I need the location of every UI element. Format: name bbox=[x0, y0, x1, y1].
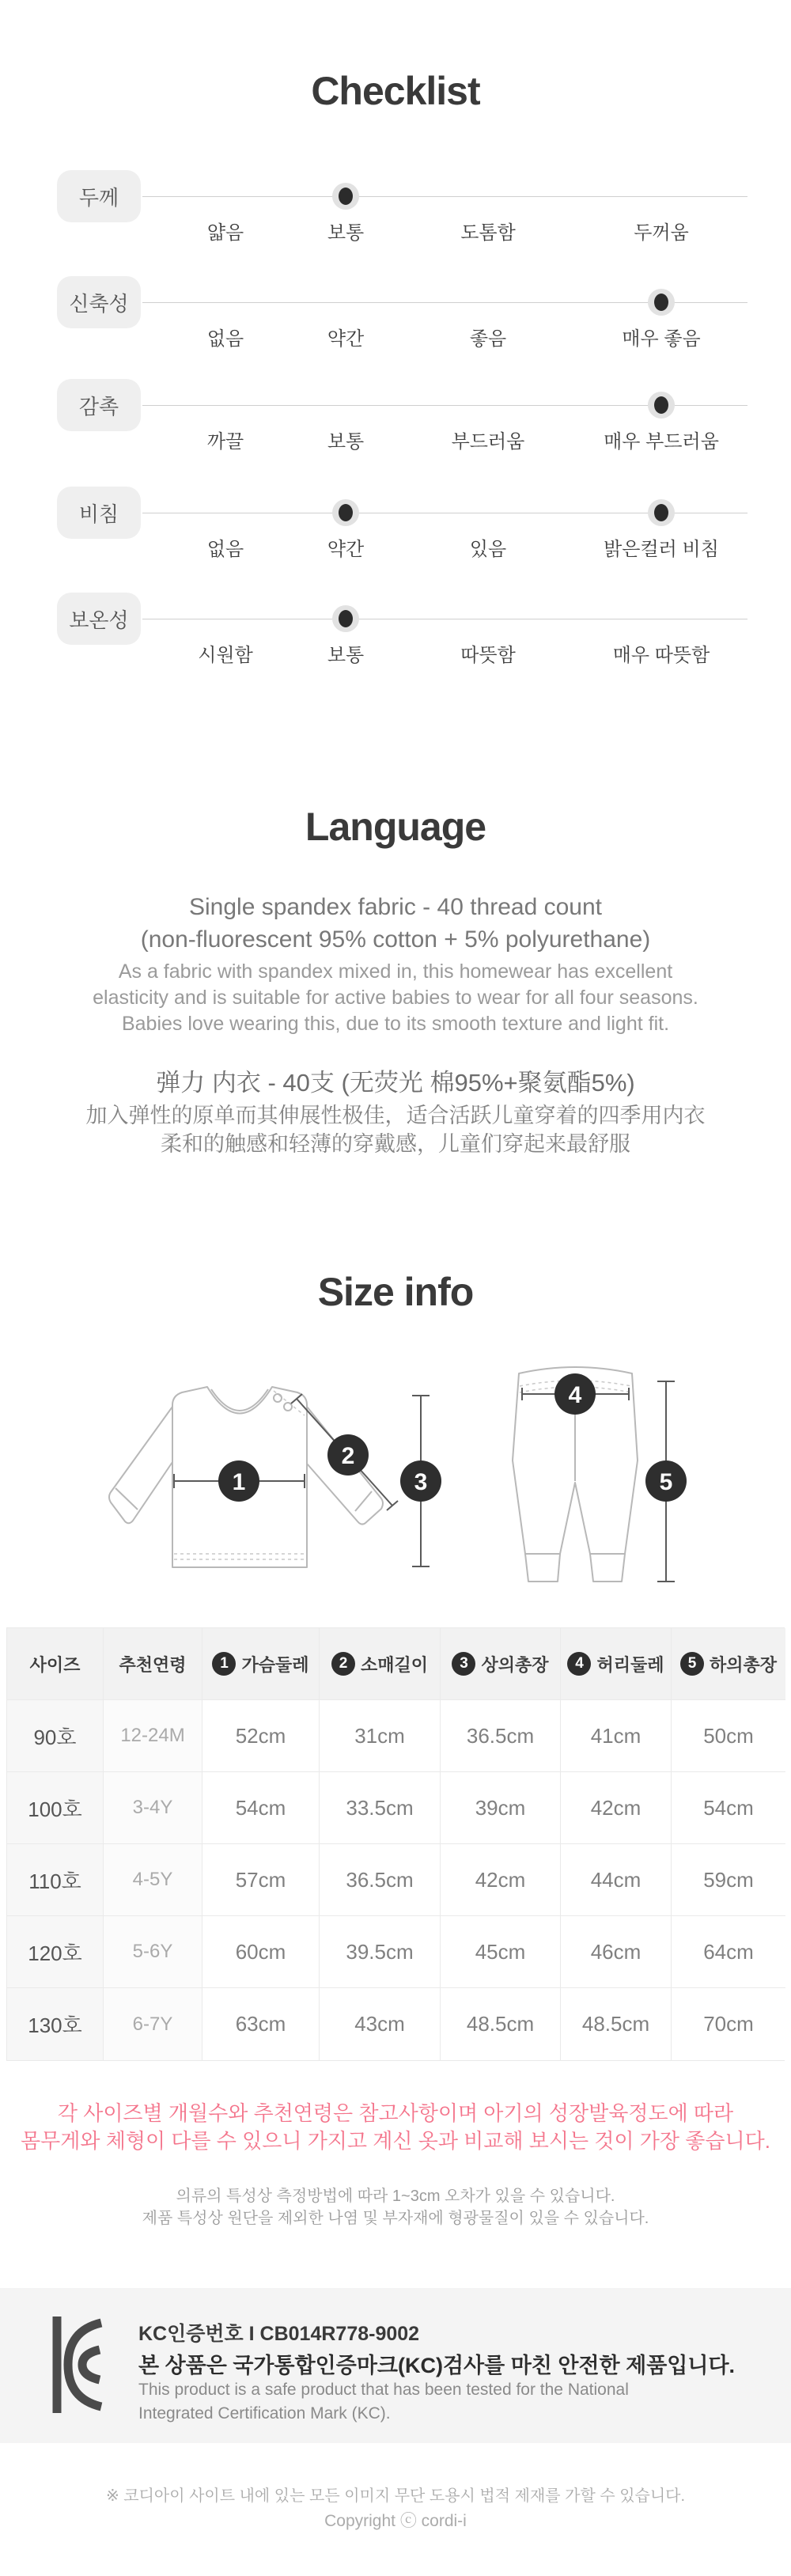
marker-number-5: 5 bbox=[659, 1469, 673, 1495]
fabric-body-en-line3: Babies love wearing this, due to its smooth texture and light fit. bbox=[121, 1013, 670, 1035]
selected-dot bbox=[648, 289, 675, 316]
table-cell: 50cm bbox=[672, 1700, 785, 1772]
table-header-top-length bbox=[441, 1628, 561, 1700]
kc-cert-number: KC인증번호 I CB014R778-9002 bbox=[138, 2323, 420, 2345]
category-text: 보온성 bbox=[69, 608, 129, 632]
table-cell: 52cm bbox=[202, 1700, 320, 1772]
table-cell: 130호 bbox=[7, 1988, 104, 2060]
table-cell: 45cm bbox=[441, 1916, 561, 1988]
table-cell: 43cm bbox=[320, 1988, 441, 2060]
option-label: 도톰함 bbox=[460, 222, 516, 244]
header-text: 하의총장 bbox=[709, 1654, 777, 1675]
marker-number-1: 1 bbox=[232, 1469, 246, 1495]
option-label: 좋음 bbox=[469, 328, 507, 350]
size-table bbox=[6, 1627, 785, 2061]
table-cell: 12-24M bbox=[104, 1700, 202, 1772]
fabric-body-en-line2: elasticity and is suitable for active babies to wear for all four seasons. bbox=[93, 987, 698, 1009]
fabric-heading-en-line1: Single spandex fabric - 40 thread count bbox=[189, 894, 602, 920]
marker-number-4: 4 bbox=[568, 1382, 582, 1408]
table-cell: 36.5cm bbox=[320, 1844, 441, 1916]
option-label: 까끌 bbox=[206, 431, 244, 453]
table-header-bottom-length bbox=[672, 1628, 785, 1700]
circled-number-icon: 1 bbox=[212, 1652, 236, 1676]
measure-line-bottom-length bbox=[645, 1381, 687, 1582]
size-caution-pink-line2: 몸무게와 체형이 다를 수 있으니 가지고 계신 옷과 비교해 보시는 것이 가장 좋습니다. bbox=[21, 2129, 770, 2153]
size-caution-pink-line1: 각 사이즈별 개월수와 추천연령은 참고사항이며 아기의 성장발육정도에 따라 bbox=[57, 2101, 734, 2125]
fabric-heading-en-line2: (non-fluorescent 95% cotton + 5% polyurethane) bbox=[140, 926, 651, 953]
table-cell: 63cm bbox=[202, 1988, 320, 2060]
table-cell: 54cm bbox=[202, 1772, 320, 1844]
selected-dot bbox=[332, 183, 359, 210]
option-label: 시원함 bbox=[198, 645, 253, 666]
option-label: 매우 부드러움 bbox=[604, 431, 719, 453]
table-header-sleeve bbox=[320, 1628, 441, 1700]
circled-number-icon: 3 bbox=[452, 1652, 475, 1676]
table-cell: 46cm bbox=[561, 1916, 672, 1988]
table-cell: 70cm bbox=[672, 1988, 785, 2060]
table-cell: 59cm bbox=[672, 1844, 785, 1916]
table-cell: 48.5cm bbox=[441, 1988, 561, 2060]
image-usage-notice: ※ 코디아이 사이트 내에 있는 모든 이미지 무단 도용시 법적 제재를 가할 수 있습니다. bbox=[105, 2487, 686, 2505]
table-cell: 31cm bbox=[320, 1700, 441, 1772]
category-text: 비침 bbox=[78, 502, 119, 526]
table-cell: 100호 bbox=[7, 1772, 104, 1844]
table-cell: 44cm bbox=[561, 1844, 672, 1916]
table-cell: 57cm bbox=[202, 1844, 320, 1916]
measure-tolerance-note: 의류의 특성상 측정방법에 따라 1~3cm 오차가 있을 수 있습니다. bbox=[176, 2188, 615, 2205]
table-cell: 4-5Y bbox=[104, 1844, 202, 1916]
marker-number-3: 3 bbox=[414, 1469, 428, 1495]
kc-certification-section bbox=[0, 2288, 791, 2443]
fabric-body-cn-line1: 加入弹性的原单而其伸展性极佳，适合活跃儿童穿着的四季用内衣 bbox=[85, 1104, 706, 1127]
measure-line-top-length bbox=[400, 1396, 441, 1566]
category-text: 감촉 bbox=[78, 394, 119, 419]
table-cell: 120호 bbox=[7, 1916, 104, 1988]
circled-number-icon: 5 bbox=[680, 1652, 704, 1676]
option-label: 약간 bbox=[327, 539, 365, 560]
option-label: 두꺼움 bbox=[634, 222, 689, 244]
table-cell: 39.5cm bbox=[320, 1916, 441, 1988]
circled-number-icon: 2 bbox=[331, 1652, 355, 1676]
table-cell: 64cm bbox=[672, 1916, 785, 1988]
kc-statement-en bbox=[138, 2378, 629, 2426]
table-cell: 90호 bbox=[7, 1700, 104, 1772]
marker-number-2: 2 bbox=[341, 1443, 355, 1469]
language-title: Language bbox=[305, 805, 486, 849]
option-label: 없음 bbox=[206, 328, 244, 350]
fabric-heading-cn: 弹力 内衣 - 40支 (无荧光 棉95%+聚氨酯5%) bbox=[156, 1069, 635, 1097]
header-text: 추천연령 bbox=[119, 1654, 187, 1675]
option-label: 밝은컬러 비침 bbox=[604, 539, 719, 560]
checklist-category-label bbox=[57, 276, 141, 328]
kc-statement-kr: 본 상품은 국가통합인증마크(KC)검사를 마친 안전한 제품입니다. bbox=[138, 2354, 736, 2377]
fabric-body-cn-line2: 柔和的触感和轻薄的穿戴感，儿童们穿起来最舒服 bbox=[161, 1132, 630, 1156]
header-text: 가슴둘레 bbox=[241, 1654, 309, 1675]
category-text: 신축성 bbox=[69, 291, 129, 316]
selected-dot bbox=[332, 605, 359, 632]
option-label: 부드러움 bbox=[451, 431, 525, 453]
kc-statement-en-line2: Integrated Certification Mark (KC). bbox=[138, 2404, 391, 2423]
fluorescent-material-note: 제품 특성상 원단을 제외한 나염 및 부자재에 형광물질이 있을 수 있습니다. bbox=[142, 2210, 649, 2227]
kc-mark-icon bbox=[51, 2317, 108, 2413]
checklist-category-label bbox=[57, 379, 141, 431]
option-label: 있음 bbox=[469, 539, 507, 560]
copyright: Copyright ⓒ cordi-i bbox=[324, 2512, 467, 2530]
selected-dot bbox=[648, 499, 675, 526]
table-cell: 110호 bbox=[7, 1844, 104, 1916]
header-text: 소매길이 bbox=[360, 1654, 428, 1675]
table-cell: 6-7Y bbox=[104, 1988, 202, 2060]
option-label: 보통 bbox=[327, 222, 365, 244]
fabric-body-en-line1: As a fabric with spandex mixed in, this homewear has excellent bbox=[118, 960, 673, 983]
table-cell: 41cm bbox=[561, 1700, 672, 1772]
option-label: 따뜻함 bbox=[460, 645, 516, 666]
table-cell: 54cm bbox=[672, 1772, 785, 1844]
circled-number-icon: 4 bbox=[567, 1652, 591, 1676]
header-text: 허리둘레 bbox=[596, 1654, 664, 1675]
option-label: 매우 따뜻함 bbox=[612, 645, 710, 666]
checklist-category-label bbox=[57, 593, 141, 645]
checklist-title: Checklist bbox=[311, 69, 480, 113]
table-header-age bbox=[104, 1628, 202, 1700]
table-cell: 60cm bbox=[202, 1916, 320, 1988]
option-label: 매우 좋음 bbox=[622, 328, 701, 350]
option-label: 약간 bbox=[327, 328, 365, 350]
kc-statement-en-line1: This product is a safe product that has been tested for the National bbox=[138, 2381, 629, 2399]
table-cell: 33.5cm bbox=[320, 1772, 441, 1844]
option-label: 보통 bbox=[327, 645, 365, 666]
header-text: 상의총장 bbox=[481, 1654, 549, 1675]
table-cell: 36.5cm bbox=[441, 1700, 561, 1772]
header-text: 사이즈 bbox=[29, 1654, 81, 1675]
table-cell: 5-6Y bbox=[104, 1916, 202, 1988]
selected-dot bbox=[648, 392, 675, 419]
checklist-category-label bbox=[57, 170, 141, 222]
table-cell: 42cm bbox=[441, 1844, 561, 1916]
table-cell: 39cm bbox=[441, 1772, 561, 1844]
category-text: 두께 bbox=[78, 185, 119, 210]
option-label: 없음 bbox=[206, 539, 244, 560]
table-header-waist bbox=[561, 1628, 672, 1700]
option-label: 보통 bbox=[327, 431, 365, 453]
selected-dot bbox=[332, 499, 359, 526]
checklist-category-label bbox=[57, 487, 141, 539]
table-header-size bbox=[7, 1628, 104, 1700]
scale-line bbox=[142, 196, 747, 197]
size-info-title: Size info bbox=[317, 1270, 474, 1314]
table-header-chest bbox=[202, 1628, 320, 1700]
table-cell: 3-4Y bbox=[104, 1772, 202, 1844]
option-label: 얇음 bbox=[206, 222, 244, 244]
table-cell: 42cm bbox=[561, 1772, 672, 1844]
table-cell: 48.5cm bbox=[561, 1988, 672, 2060]
size-measurement-diagram bbox=[79, 1342, 712, 1623]
